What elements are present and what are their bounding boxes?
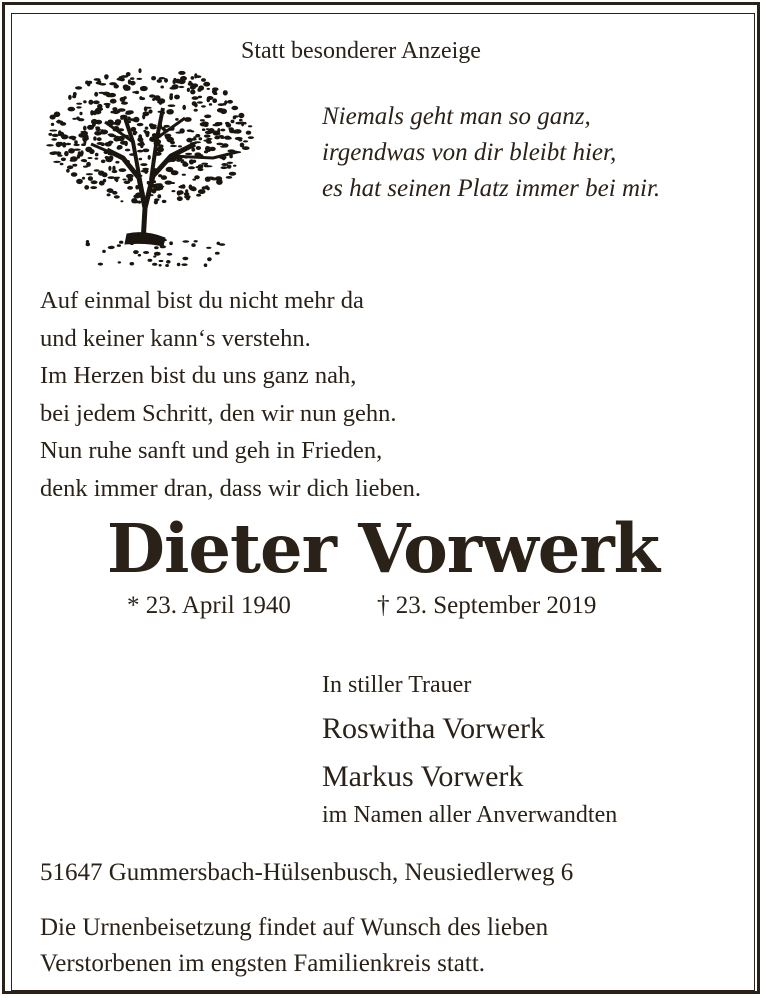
mourner-name: Markus Vorwerk [322, 760, 524, 793]
tree-ground [86, 239, 226, 267]
verse-line: Niemals geht man so ganz, [322, 103, 591, 130]
poem-line: bei jedem Schritt, den wir nun gehn. [40, 399, 397, 427]
relatives-note: im Namen aller Anverwandten [322, 802, 618, 828]
verse-line: es hat seinen Platz immer bei mir. [322, 175, 661, 202]
poem-line: Im Herzen bist du uns ganz nah, [40, 362, 357, 389]
birth-date: * 23. April 1940 [127, 592, 291, 619]
header-notice: Statt besonderer Anzeige [241, 38, 481, 64]
tree-icon [45, 58, 265, 273]
mourning-intro: In stiller Trauer [322, 672, 472, 698]
poem-line: Nun ruhe sanft und geh in Frieden, [40, 437, 383, 464]
closing-line: Die Urnenbeisetzung findet auf Wunsch des lieben [40, 914, 549, 941]
closing-line: Verstorbenen im engsten Familienkreis statt. [40, 950, 486, 977]
poem-line: denk immer dran, dass wir dich lieben. [40, 474, 422, 502]
mourner-name: Roswitha Vorwerk [322, 712, 546, 745]
deceased-name: Dieter Vorwerk [106, 509, 660, 588]
verse [322, 99, 660, 207]
verse-line: irgendwas von dir bleibt hier, [322, 139, 617, 166]
death-date: † 23. September 2019 [377, 592, 597, 619]
poem [40, 282, 421, 507]
poem-line: und keiner kann‘s verstehn. [40, 324, 311, 352]
poem-line: Auf einmal bist du nicht mehr da [40, 287, 364, 314]
closing-note [40, 910, 548, 982]
address: 51647 Gummersbach-Hülsenbusch, Neusiedlerweg 6 [40, 859, 574, 886]
